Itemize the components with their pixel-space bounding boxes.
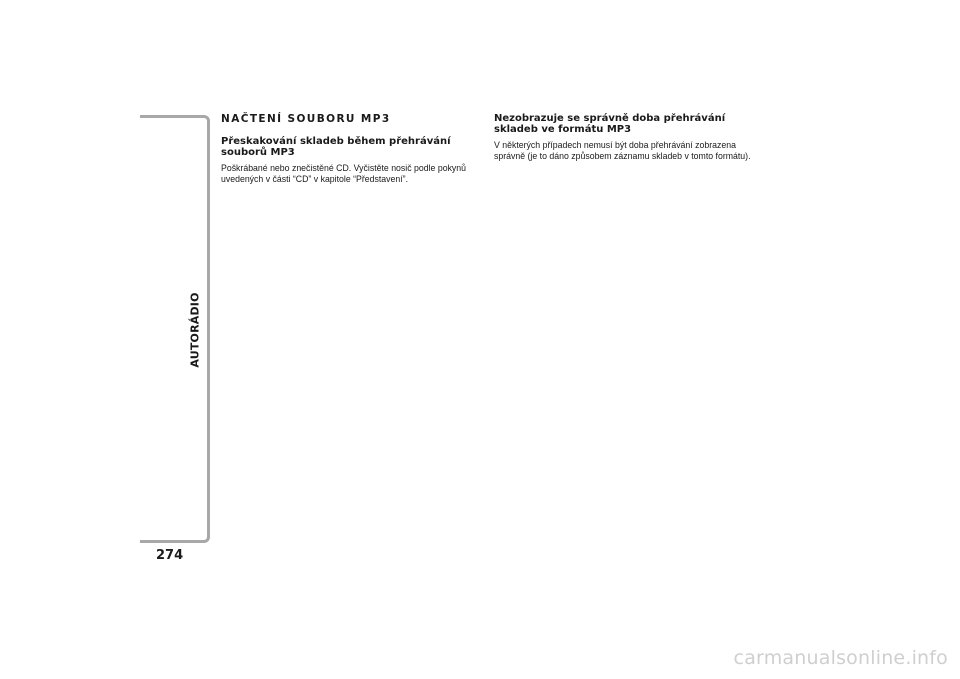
section-title: NAČTENÍ SOUBORU MP3 <box>221 113 391 125</box>
subheading-skipping-tracks: Přeskakování skladeb během přehrávání souborů MP3 <box>221 136 451 158</box>
body-text-skipping-tracks: Poškrábané nebo znečistěné CD. Vyčistěte nosič podle pokynů uvedených v části “CD” v kapitole “Představení”. <box>221 163 467 185</box>
subheading-playback-time: Nezobrazuje se správně doba přehrávání skladeb ve formátu MP3 <box>494 113 726 135</box>
left-column <box>221 113 491 185</box>
body-text-playback-time: V některých případech nemusí být doba přehrávání zobrazena správně (je to dáno způsobem záznamu skladeb v tomto formátu). <box>494 140 751 162</box>
section-label: AUTORÁDIO <box>188 292 202 368</box>
watermark: carmanualsonline.info <box>733 647 948 669</box>
page-number: 274 <box>156 548 184 563</box>
right-column <box>494 113 764 162</box>
